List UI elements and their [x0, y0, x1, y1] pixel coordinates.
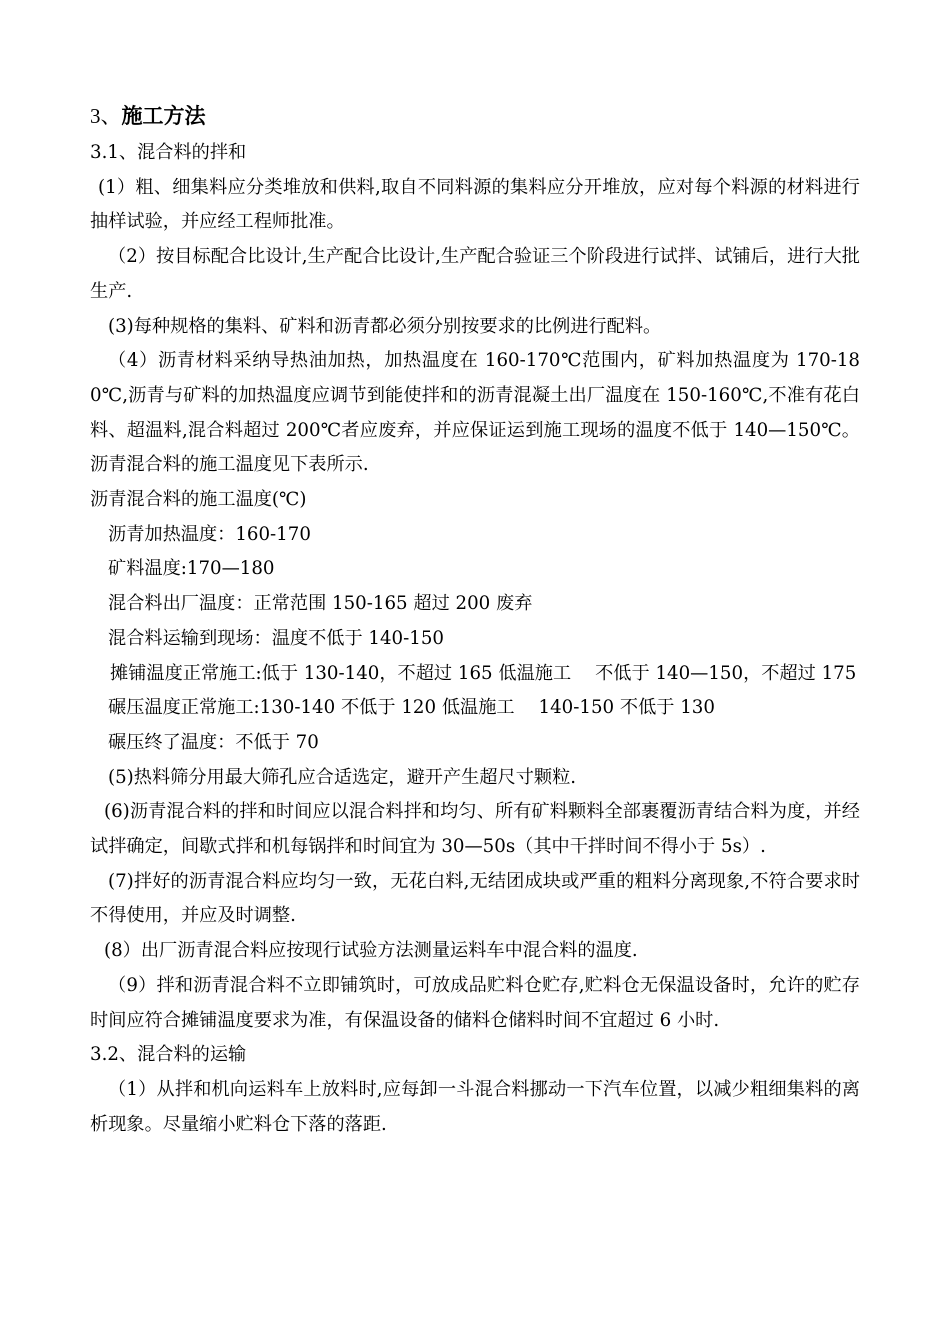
paragraph-item-7: (7)拌好的沥青混合料应均匀一致，无花白料,无结团成块或严重的粗料分离现象,不符合要求时不得使用，并应及时调整. [90, 870, 860, 927]
temperature-table-title: 沥青混合料的施工温度(℃) [90, 489, 307, 511]
temperature-paving: 摊铺温度正常施工:低于 130-140，不超过 165 低温施工 不低于 140—150，不超过 175 [110, 662, 857, 684]
section-number: 3、 [90, 104, 122, 128]
paragraph-item-8: (8）出厂沥青混合料应按现行试验方法测量运料车中混合料的温度. [104, 940, 638, 962]
paragraph-item-1: (1）粗、细集料应分类堆放和供料,取自不同料源的集料应分开堆放，应对每个料源的材料进行抽样试验，并应经工程师批准。 [90, 176, 860, 233]
temperature-mineral: 矿料温度:170—180 [108, 558, 275, 580]
paragraph-item-2: （2）按目标配合比设计,生产配合比设计,生产配合验证三个阶段进行试拌、试铺后，进行大批生产. [90, 246, 860, 302]
paragraph-item-5: (5)热料筛分用最大筛孔应合适选定，避开产生超尺寸颗粒. [108, 766, 577, 788]
section-heading [90, 96, 860, 136]
paragraph-item-6: (6)沥青混合料的拌和时间应以混合料拌和均匀、所有矿料颗料全部裹覆沥青结合料为度，并经试拌确定，间歇式拌和机每锅拌和时间宜为 30—50s（其中干拌时间不得小于 5s）. [90, 801, 860, 858]
subsection-heading-transport: 3.2、混合料的运输 [90, 1044, 247, 1066]
paragraph-item-3: (3)每种规格的集料、矿料和沥青都必须分别按要求的比例进行配料。 [108, 315, 662, 337]
paragraph-transport-item-1: （1）从拌和机向运料车上放料时,应每卸一斗混合料挪动一下汽车位置，以减少粗细集料的离析现象。尽量缩小贮料仓下落的落距. [90, 1078, 860, 1135]
temperature-plant-outlet: 混合料出厂温度：正常范围 150-165 超过 200 废弃 [108, 593, 533, 615]
temperature-transport: 混合料运输到现场：温度不低于 140-150 [108, 627, 444, 649]
section-title: 施工方法 [121, 104, 206, 128]
temperature-rolling: 碾压温度正常施工:130-140 不低于 120 低温施工 140-150 不低于 130 [108, 697, 715, 719]
paragraph-item-9: （9）拌和沥青混合料不立即铺筑时，可放成品贮料仓贮存,贮料仓无保温设备时，允许的贮存时间应符合摊铺温度要求为准，有保温设备的储料仓储料时间不宜超过 6 小时. [90, 974, 860, 1031]
paragraph-item-4: （4）沥青材料采纳导热油加热，加热温度在 160-170℃范围内，矿料加热温度为 170-180℃,沥青与矿料的加热温度应调节到能使拌和的沥青混凝土出厂温度在 150-160℃,不准有花白料、超温料,混合料超过 200℃者应废弃，并应保证运到施工现场的温度不低于 140—150℃。沥青混合料的施工温度见下表所示. [90, 350, 860, 476]
subsection-heading-mixing: 3.1、混合料的拌和 [90, 142, 247, 163]
document-page [90, 96, 860, 1142]
temperature-asphalt-heating: 沥青加热温度：160-170 [108, 523, 311, 545]
temperature-rolling-final: 碾压终了温度：不低于 70 [108, 731, 319, 753]
